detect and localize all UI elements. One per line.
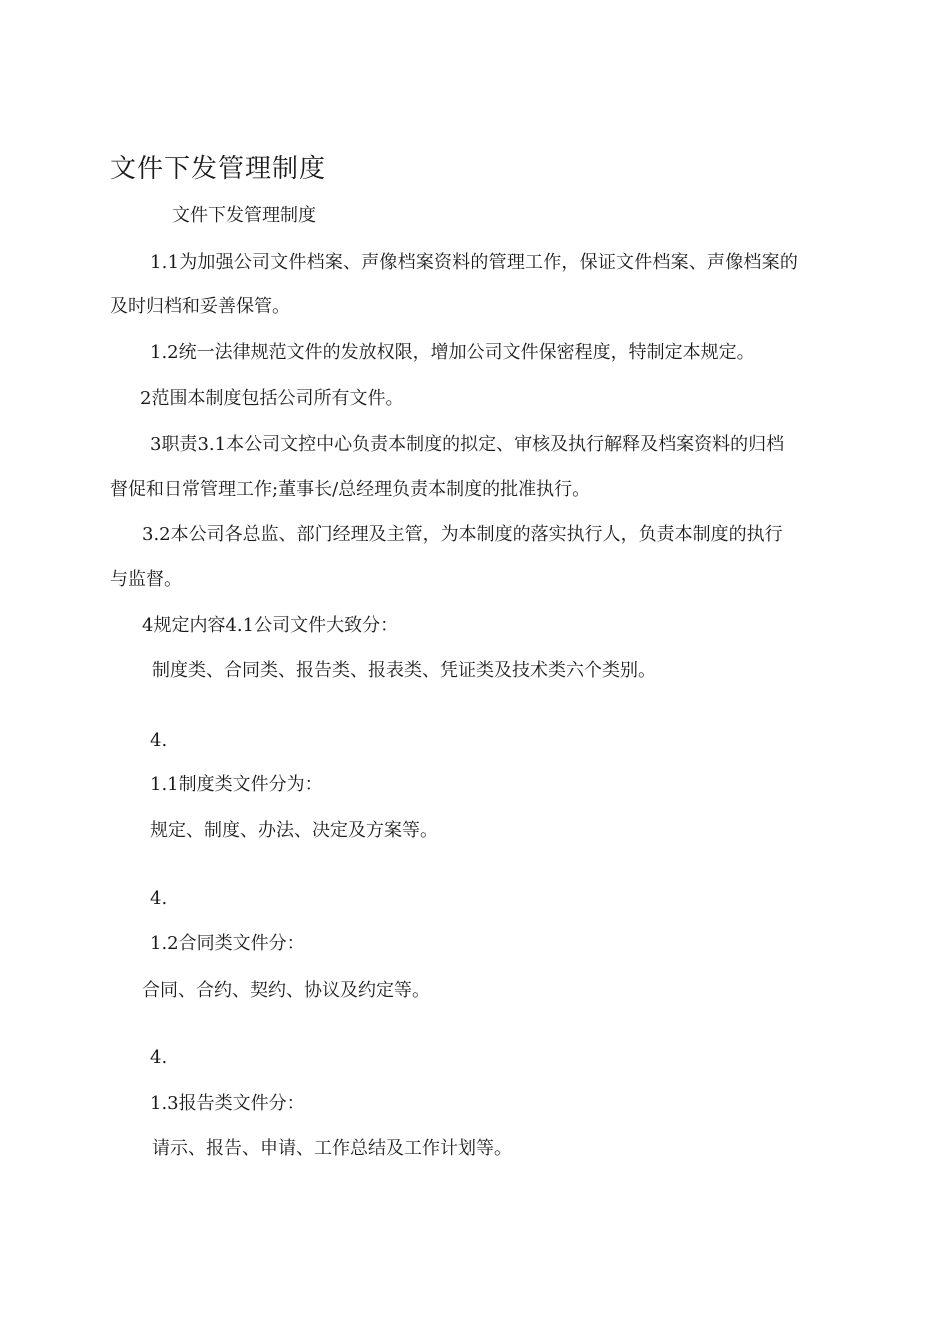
paragraph-line: 1.3报告类文件分： [150, 1093, 305, 1114]
paragraph-line: 4规定内容4.1公司文件大致分： [142, 615, 399, 636]
paragraph-line: 1.1制度类文件分为： [150, 774, 323, 795]
paragraph-line: 规定、制度、办法、决定及方案等。 [150, 820, 438, 841]
paragraph-line: 1.2统一法律规范文件的发放权限，增加公司文件保密程度，特制定本规定。 [150, 342, 755, 363]
paragraph-line: 督促和日常管理工作;董事长/总经理负责本制度的批准执行。 [110, 479, 591, 500]
document-title: 文件下发管理制度 [110, 154, 327, 184]
section-number: 4. [150, 1047, 168, 1068]
paragraph-line: 3职责3.1本公司文控中心负责本制度的拟定、审核及执行解释及档案资料的归档 [150, 434, 785, 455]
paragraph-line: 3.2本公司各总监、部门经理及主管，为本制度的落实执行人，负责本制度的执行 [142, 524, 783, 545]
paragraph-line: 合同、合约、契约、协议及约定等。 [142, 980, 430, 1001]
paragraph-line: 请示、报告、申请、工作总结及工作计划等。 [152, 1138, 512, 1159]
paragraph-line: 1.1为加强公司文件档案、声像档案资料的管理工作，保证文件档案、声像档案的 [150, 252, 799, 273]
paragraph-line: 制度类、合同类、报告类、报表类、凭证类及技术类六个类别。 [152, 660, 656, 681]
paragraph-line: 1.2合同类文件分： [150, 933, 305, 954]
paragraph-line: 与监督。 [110, 569, 182, 590]
paragraph-line: 及时归档和妥善保管。 [110, 296, 290, 317]
section-number: 4. [150, 888, 168, 909]
section-number: 4. [150, 730, 168, 751]
paragraph-line: 2范围本制度包括公司所有文件。 [140, 388, 404, 409]
subtitle-line: 文件下发管理制度 [172, 205, 316, 226]
